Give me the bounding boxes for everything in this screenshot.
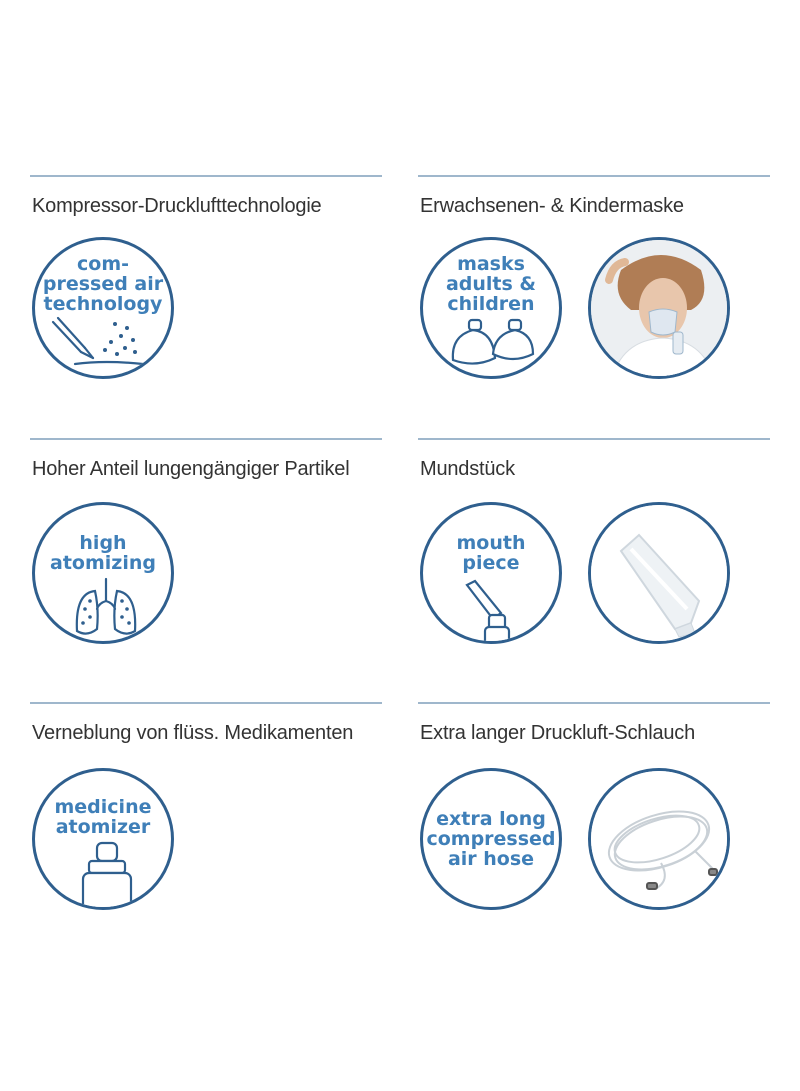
- badge-text: medicine atomizer: [54, 796, 152, 838]
- compressor-air-icon: [35, 240, 174, 379]
- badge-text: com- pressed air technology: [42, 253, 164, 315]
- divider: [30, 702, 382, 704]
- air-hose-badge: [420, 768, 562, 910]
- high-atomizing-badge: [32, 502, 174, 644]
- feature-title: Kompressor-Drucklufttechnologie: [32, 195, 322, 217]
- badge-text: extra long compressed air hose: [426, 808, 556, 870]
- divider: [30, 175, 382, 177]
- feature-title: Hoher Anteil lungengängiger Partikel: [32, 458, 350, 480]
- badge-text: high atomizing: [50, 532, 156, 574]
- feature-title: Extra langer Druckluft-Schlauch: [420, 722, 696, 744]
- badge-text: masks adults & children: [445, 253, 537, 315]
- feature-title: Erwachsenen- & Kindermaske: [420, 195, 684, 217]
- masks-badge: [420, 237, 562, 379]
- masks-icon: [423, 240, 562, 379]
- woman-with-mask-photo: [588, 237, 730, 379]
- divider: [418, 438, 770, 440]
- air-hose-photo: [588, 768, 730, 910]
- compressed-air-badge: [32, 237, 174, 379]
- mouthpiece-icon: [423, 505, 562, 644]
- divider: [418, 175, 770, 177]
- badge-text: mouth piece: [456, 532, 526, 574]
- medicine-vial-icon: [35, 771, 174, 910]
- feature-title: Mundstück: [420, 458, 515, 480]
- divider: [30, 438, 382, 440]
- mouthpiece-badge: [420, 502, 562, 644]
- medicine-atomizer-badge: [32, 768, 174, 910]
- feature-title: Verneblung von flüss. Medikamenten: [32, 722, 354, 744]
- divider: [418, 702, 770, 704]
- mouthpiece-photo: [588, 502, 730, 644]
- lungs-icon: [35, 505, 174, 644]
